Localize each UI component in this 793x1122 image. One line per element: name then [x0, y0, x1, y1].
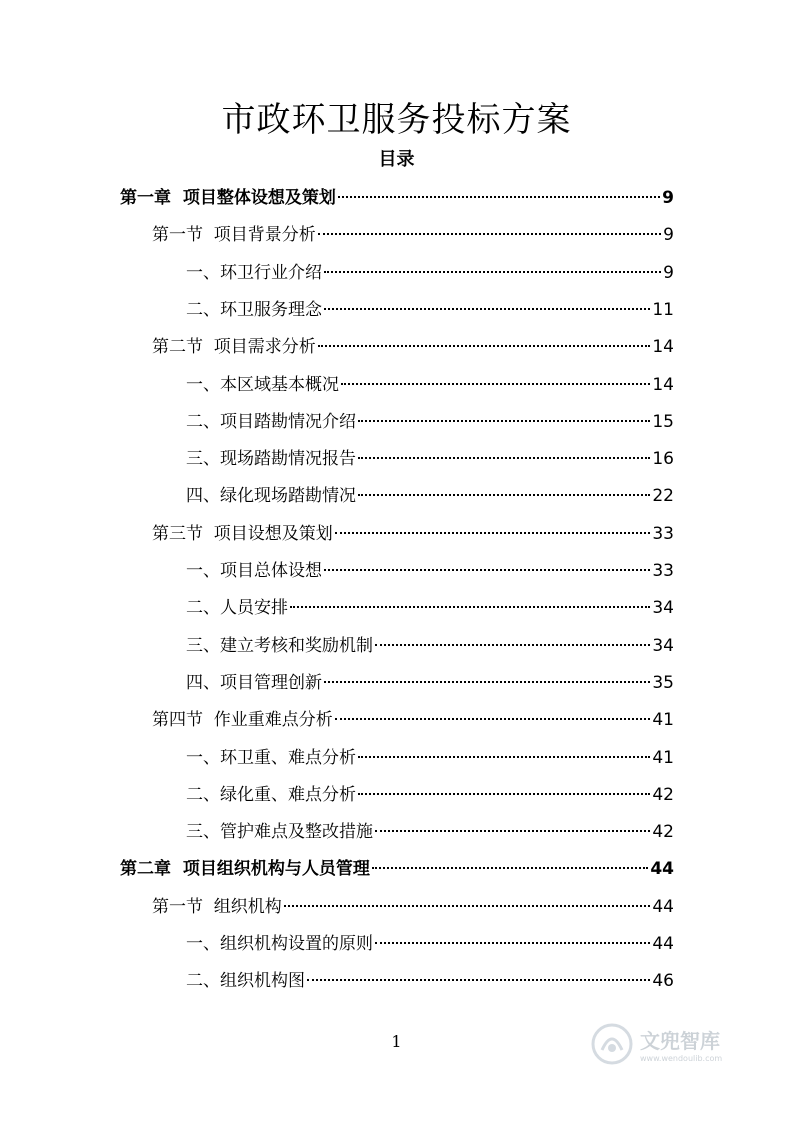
toc-entry[interactable]	[186, 628, 674, 665]
toc-dot-leader	[375, 830, 650, 832]
toc-dot-leader	[341, 383, 650, 385]
toc-entry-label: 四、项目管理创新	[186, 672, 322, 693]
toc-entry[interactable]	[186, 777, 674, 814]
toc-entry[interactable]	[186, 404, 674, 441]
toc-entry-page: 42	[652, 784, 674, 805]
wenku-logo-icon	[590, 1022, 634, 1066]
toc-entry-page: 15	[652, 411, 674, 432]
toc-entry-label: 第一章 项目整体设想及策划	[120, 188, 336, 208]
toc-entry-label: 第二章 项目组织机构与人员管理	[120, 859, 370, 880]
toc-heading: 目录	[378, 149, 415, 170]
toc-entry-page: 44	[652, 896, 674, 917]
toc-entry[interactable]	[152, 329, 674, 366]
toc-dot-leader	[358, 793, 650, 795]
watermark-text: 文兜智库	[640, 1029, 720, 1053]
toc-entry-page: 22	[652, 486, 674, 507]
toc-entry[interactable]	[186, 926, 674, 963]
toc-entry-label: 三、管护难点及整改措施	[186, 822, 373, 843]
toc-dot-leader	[324, 308, 650, 310]
toc-entry-label: 一、环卫重、难点分析	[186, 747, 356, 768]
toc-entry-label: 第一节 组织机构	[152, 896, 282, 917]
toc-entry[interactable]	[186, 367, 674, 404]
toc-entry-page: 46	[652, 971, 674, 992]
toc-entry-label: 第二节 项目需求分析	[152, 337, 316, 358]
toc-entry-label: 二、组织机构图	[186, 971, 305, 992]
toc-entry-page: 33	[652, 523, 674, 544]
toc-entry-label: 三、建立考核和奖励机制	[186, 635, 373, 656]
toc-dot-leader	[375, 644, 650, 646]
toc-dot-leader	[324, 681, 650, 683]
toc-entry-label: 四、绿化现场踏勘情况	[186, 486, 356, 507]
toc-entry[interactable]	[152, 516, 674, 553]
toc-entry-page: 41	[652, 747, 674, 768]
document-title: 市政环卫服务投标方案	[221, 100, 572, 140]
page-number: 1	[391, 1032, 402, 1051]
toc-entry-page: 14	[652, 374, 674, 395]
toc-entry-label: 二、项目踏勘情况介绍	[186, 411, 356, 432]
toc-entry-page: 44	[652, 934, 674, 954]
toc-dot-leader	[358, 494, 650, 496]
toc-entry-page: 34	[652, 598, 674, 619]
toc-entry-label: 第四节 作业重难点分析	[152, 710, 333, 731]
toc-entry[interactable]	[120, 851, 674, 888]
toc-entry-page: 42	[652, 822, 674, 843]
toc-entry[interactable]	[186, 553, 674, 590]
toc-dot-leader	[324, 569, 650, 571]
toc-entry[interactable]	[186, 963, 674, 1000]
toc-dot-leader	[358, 756, 650, 758]
toc-entry[interactable]	[186, 255, 674, 292]
toc-entry-page: 11	[652, 299, 674, 320]
toc-entry[interactable]	[152, 702, 674, 739]
toc-dot-leader	[290, 606, 650, 608]
toc-entry[interactable]	[152, 217, 674, 254]
toc-entry-page: 35	[652, 672, 674, 693]
toc-entry-label: 二、人员安排	[186, 598, 288, 619]
toc-entry[interactable]	[152, 889, 674, 926]
toc-entry-label: 一、项目总体设想	[186, 561, 322, 581]
toc-dot-leader	[358, 457, 650, 459]
toc-dot-leader	[372, 867, 648, 869]
toc-entry-page: 9	[663, 262, 674, 283]
toc-dot-leader	[307, 979, 650, 981]
toc-entry-page: 16	[652, 449, 674, 470]
toc-entry-label: 一、环卫行业介绍	[186, 262, 322, 283]
toc-entry[interactable]	[186, 441, 674, 478]
watermark	[590, 1022, 722, 1066]
watermark-url: www.wendoulib.com	[640, 1054, 723, 1063]
toc-entry-page: 44	[650, 859, 674, 880]
toc-dot-leader	[335, 532, 651, 534]
toc-entry[interactable]	[186, 740, 674, 777]
toc-entry-page: 41	[652, 710, 674, 731]
toc-dot-leader	[318, 233, 661, 235]
toc-entry-label: 二、环卫服务理念	[186, 299, 322, 320]
toc-entry[interactable]	[120, 180, 674, 217]
toc-dot-leader	[335, 718, 651, 720]
toc-entry-page: 9	[662, 188, 674, 208]
toc-entry-label: 第三节 项目设想及策划	[152, 523, 333, 544]
toc-entry-page: 9	[663, 225, 674, 246]
toc-entry-label: 第一节 项目背景分析	[152, 225, 316, 246]
toc-dot-leader	[284, 905, 651, 907]
toc-entry-page: 34	[652, 635, 674, 656]
toc-entry[interactable]	[186, 478, 674, 515]
toc-dot-leader	[318, 345, 651, 347]
toc-dot-leader	[338, 196, 660, 198]
toc-entry[interactable]	[186, 590, 674, 627]
toc-entry-label: 二、绿化重、难点分析	[186, 784, 356, 805]
toc-dot-leader	[375, 942, 650, 944]
toc-entry-page: 33	[652, 561, 674, 581]
toc-entry[interactable]	[186, 814, 674, 851]
toc-entry[interactable]	[186, 665, 674, 702]
toc-entry-label: 一、组织机构设置的原则	[186, 934, 373, 954]
toc-entry-label: 一、本区域基本概况	[186, 374, 339, 395]
toc-dot-leader	[324, 271, 661, 273]
toc-entry-label: 三、现场踏勘情况报告	[186, 449, 356, 470]
toc-dot-leader	[358, 420, 650, 422]
toc-entry-page: 14	[652, 337, 674, 358]
toc-entry[interactable]	[186, 292, 674, 329]
